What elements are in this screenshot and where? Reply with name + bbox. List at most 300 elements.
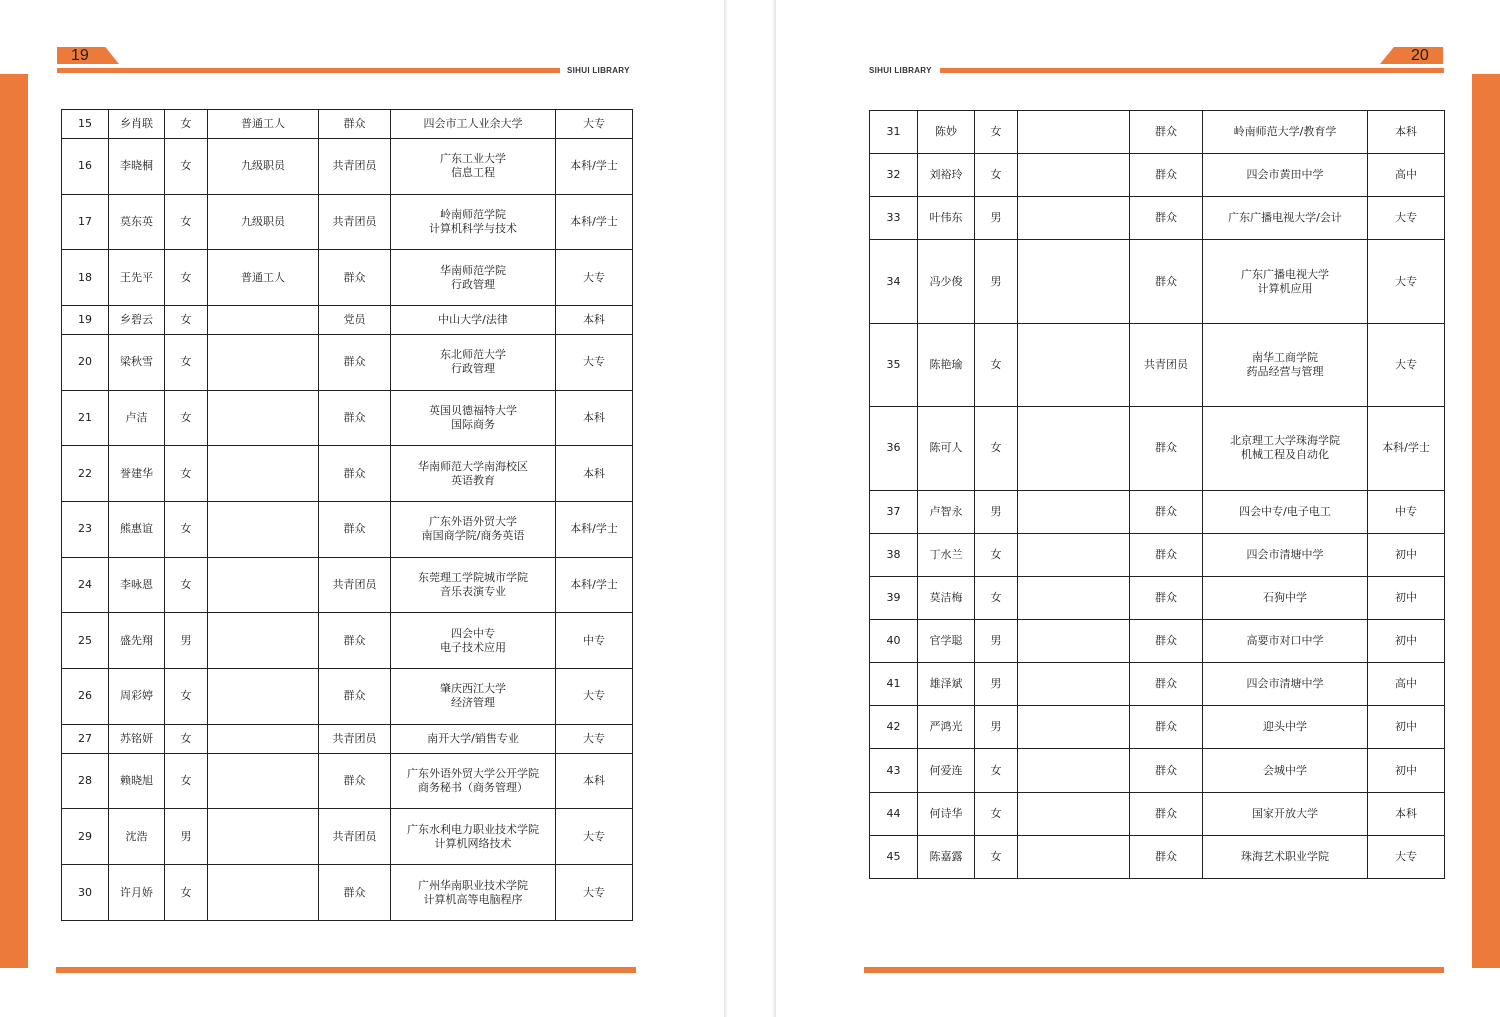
school-major-line: 经济管理 <box>451 696 495 710</box>
table-row <box>870 620 1445 663</box>
education-cell: 本科/学士 <box>556 194 633 250</box>
political-status-cell: 共青团员 <box>1130 323 1203 406</box>
position-cell <box>1018 663 1130 706</box>
political-status-cell: 共青团员 <box>319 557 391 613</box>
row-number: 16 <box>62 138 109 194</box>
political-status-cell: 群众 <box>319 613 391 669</box>
name-cell: 卢洁 <box>109 390 165 446</box>
gender-cell: 女 <box>975 323 1018 406</box>
gender-cell: 女 <box>165 501 208 557</box>
school-major-line: 广东工业大学 <box>440 152 506 166</box>
name-cell: 赖晓旭 <box>109 753 165 809</box>
roster-table <box>61 109 633 921</box>
position-cell <box>208 501 319 557</box>
school-major-cell <box>391 110 556 139</box>
book-gutter <box>724 0 776 1017</box>
header-rule <box>57 68 560 73</box>
row-number: 15 <box>62 110 109 139</box>
school-major-line: 四会市清塘中学 <box>1246 547 1324 561</box>
school-major-line: 肇庆西江大学 <box>440 682 506 696</box>
row-number: 40 <box>870 620 918 663</box>
school-major-cell <box>391 724 556 753</box>
education-cell: 初中 <box>1368 706 1445 749</box>
name-cell: 丁水兰 <box>918 533 975 576</box>
row-number: 29 <box>62 809 109 865</box>
school-major-cell <box>391 669 556 725</box>
school-major-line: 国家开放大学 <box>1252 806 1318 820</box>
name-cell: 雄泽斌 <box>918 663 975 706</box>
gender-cell: 女 <box>975 407 1018 490</box>
school-major-line: 音乐表演专业 <box>440 585 506 599</box>
row-number: 36 <box>870 407 918 490</box>
school-major-cell <box>1203 111 1368 154</box>
gender-cell: 女 <box>975 792 1018 835</box>
page-20 <box>776 0 1500 1017</box>
row-number: 43 <box>870 749 918 792</box>
row-number: 20 <box>62 334 109 390</box>
name-cell: 卢智永 <box>918 490 975 533</box>
table-row <box>870 706 1445 749</box>
school-major-cell <box>391 305 556 334</box>
school-major-line: 广州华南职业技术学院 <box>418 878 528 892</box>
education-cell: 大专 <box>556 334 633 390</box>
row-number: 35 <box>870 323 918 406</box>
school-major-cell <box>1203 490 1368 533</box>
name-cell: 乡碧云 <box>109 305 165 334</box>
name-cell: 莫东英 <box>109 194 165 250</box>
political-status-cell: 群众 <box>319 865 391 921</box>
education-cell: 大专 <box>1368 197 1445 240</box>
school-major-cell <box>391 501 556 557</box>
school-major-cell <box>391 194 556 250</box>
education-cell: 大专 <box>1368 240 1445 323</box>
gender-cell: 男 <box>975 620 1018 663</box>
school-major-line: 药品经营与管理 <box>1246 365 1324 379</box>
school-major-line: 北京理工大学珠海学院 <box>1230 434 1340 448</box>
name-cell: 李晓桐 <box>109 138 165 194</box>
gender-cell: 女 <box>165 194 208 250</box>
school-major-cell <box>1203 407 1368 490</box>
position-cell <box>1018 407 1130 490</box>
name-cell: 周彩婷 <box>109 669 165 725</box>
school-major-line: 行政管理 <box>451 362 495 376</box>
row-number: 22 <box>62 446 109 502</box>
education-cell: 本科 <box>556 446 633 502</box>
gender-cell: 女 <box>975 576 1018 619</box>
school-major-line: 南华工商学院 <box>1252 351 1318 365</box>
school-major-line: 计算机高等电脑程序 <box>423 892 523 906</box>
gender-cell: 女 <box>165 753 208 809</box>
position-cell <box>1018 490 1130 533</box>
education-cell: 大专 <box>556 809 633 865</box>
school-major-line: 电子技术应用 <box>440 640 506 654</box>
table-row <box>870 663 1445 706</box>
name-cell: 王先平 <box>109 250 165 306</box>
row-number: 37 <box>870 490 918 533</box>
school-major-line: 国际商务 <box>451 417 495 431</box>
education-cell: 大专 <box>1368 323 1445 406</box>
position-cell <box>1018 620 1130 663</box>
school-major-cell <box>1203 620 1368 663</box>
name-cell: 誉建华 <box>109 446 165 502</box>
political-status-cell: 群众 <box>1130 749 1203 792</box>
row-number: 23 <box>62 501 109 557</box>
school-major-cell <box>1203 663 1368 706</box>
education-cell: 大专 <box>556 669 633 725</box>
school-major-line: 广东水利电力职业技术学院 <box>407 822 539 836</box>
position-cell <box>208 305 319 334</box>
name-cell: 严鸿光 <box>918 706 975 749</box>
gender-cell: 女 <box>165 334 208 390</box>
school-major-line: 华南师范大学南海校区 <box>418 459 528 473</box>
position-cell: 普通工人 <box>208 110 319 139</box>
footer-rule <box>56 967 636 973</box>
school-major-cell <box>1203 706 1368 749</box>
right-side-accent-bar <box>1472 74 1500 968</box>
row-number: 30 <box>62 865 109 921</box>
school-major-cell <box>391 557 556 613</box>
table-row <box>62 613 633 669</box>
political-status-cell: 群众 <box>1130 533 1203 576</box>
political-status-cell: 群众 <box>319 501 391 557</box>
political-status-cell: 群众 <box>319 753 391 809</box>
page-number: 19 <box>71 47 89 64</box>
table-row <box>870 323 1445 406</box>
school-major-cell <box>1203 533 1368 576</box>
school-major-line: 商务秘书（商务管理） <box>418 780 528 794</box>
school-major-cell <box>1203 792 1368 835</box>
school-major-line: 四会市清塘中学 <box>1246 677 1324 691</box>
position-cell <box>208 669 319 725</box>
table-row <box>870 490 1445 533</box>
political-status-cell: 群众 <box>319 390 391 446</box>
education-cell: 本科 <box>556 305 633 334</box>
roster-table <box>869 110 1445 879</box>
school-major-line: 计算机科学与技术 <box>429 221 517 235</box>
table-row <box>870 576 1445 619</box>
political-status-cell: 群众 <box>1130 240 1203 323</box>
political-status-cell: 群众 <box>1130 407 1203 490</box>
political-status-cell: 群众 <box>319 250 391 306</box>
row-number: 38 <box>870 533 918 576</box>
position-cell <box>208 613 319 669</box>
name-cell: 陈妙 <box>918 111 975 154</box>
school-major-line: 东北师范大学 <box>440 348 506 362</box>
library-label: SIHUI LIBRARY <box>567 66 630 75</box>
school-major-line: 广东外语外贸大学 <box>429 515 517 529</box>
school-major-cell <box>1203 154 1368 197</box>
education-cell: 本科 <box>556 753 633 809</box>
gender-cell: 女 <box>165 138 208 194</box>
position-cell <box>1018 706 1130 749</box>
education-cell: 本科 <box>1368 792 1445 835</box>
table-row <box>870 407 1445 490</box>
education-cell: 大专 <box>556 865 633 921</box>
school-major-cell <box>391 390 556 446</box>
table-row <box>62 194 633 250</box>
political-status-cell: 共青团员 <box>319 724 391 753</box>
education-cell: 初中 <box>1368 620 1445 663</box>
school-major-line: 华南师范学院 <box>440 263 506 277</box>
education-cell: 大专 <box>556 250 633 306</box>
row-number: 28 <box>62 753 109 809</box>
name-cell: 许月娇 <box>109 865 165 921</box>
school-major-line: 机械工程及自动化 <box>1241 448 1329 462</box>
political-status-cell: 群众 <box>1130 154 1203 197</box>
name-cell: 苏铭妍 <box>109 724 165 753</box>
table-row <box>870 240 1445 323</box>
gender-cell: 女 <box>975 533 1018 576</box>
row-number: 25 <box>62 613 109 669</box>
school-major-line: 英国贝德福特大学 <box>429 403 517 417</box>
position-cell <box>1018 835 1130 878</box>
name-cell: 陈艳瑜 <box>918 323 975 406</box>
gender-cell: 女 <box>165 305 208 334</box>
name-cell: 刘裕玲 <box>918 154 975 197</box>
political-status-cell: 群众 <box>1130 111 1203 154</box>
school-major-cell <box>1203 576 1368 619</box>
position-cell <box>1018 240 1130 323</box>
gender-cell: 男 <box>975 663 1018 706</box>
school-major-cell <box>391 138 556 194</box>
position-cell <box>208 557 319 613</box>
political-status-cell: 群众 <box>1130 835 1203 878</box>
name-cell: 盛先翔 <box>109 613 165 669</box>
education-cell: 高中 <box>1368 154 1445 197</box>
school-major-line: 四会中专/电子电工 <box>1239 504 1331 518</box>
political-status-cell: 群众 <box>1130 706 1203 749</box>
school-major-cell <box>391 753 556 809</box>
position-cell <box>208 446 319 502</box>
political-status-cell: 群众 <box>319 669 391 725</box>
gender-cell: 女 <box>975 749 1018 792</box>
education-cell: 高中 <box>1368 663 1445 706</box>
name-cell: 熊惠谊 <box>109 501 165 557</box>
table-row <box>870 154 1445 197</box>
header-rule <box>940 68 1444 73</box>
name-cell: 梁秋雪 <box>109 334 165 390</box>
position-cell <box>1018 533 1130 576</box>
gender-cell: 男 <box>165 613 208 669</box>
position-cell: 九级职员 <box>208 194 319 250</box>
table-row <box>62 138 633 194</box>
position-cell: 普通工人 <box>208 250 319 306</box>
school-major-cell <box>1203 197 1368 240</box>
education-cell: 本科 <box>556 390 633 446</box>
name-cell: 李咏恩 <box>109 557 165 613</box>
name-cell: 乡肖联 <box>109 110 165 139</box>
row-number: 21 <box>62 390 109 446</box>
school-major-cell <box>391 446 556 502</box>
position-cell <box>208 753 319 809</box>
gender-cell: 男 <box>975 240 1018 323</box>
table-row <box>62 753 633 809</box>
table-row <box>62 305 633 334</box>
table-row <box>62 669 633 725</box>
school-major-line: 四会市黄田中学 <box>1246 168 1324 182</box>
table-row <box>870 111 1445 154</box>
gender-cell: 女 <box>165 724 208 753</box>
education-cell: 中专 <box>1368 490 1445 533</box>
political-status-cell: 共青团员 <box>319 138 391 194</box>
name-cell: 陈嘉露 <box>918 835 975 878</box>
table-row <box>62 110 633 139</box>
row-number: 41 <box>870 663 918 706</box>
page-number: 20 <box>1411 47 1429 64</box>
gender-cell: 女 <box>165 390 208 446</box>
position-cell <box>1018 792 1130 835</box>
position-cell <box>1018 197 1130 240</box>
school-major-cell <box>391 865 556 921</box>
gender-cell: 女 <box>165 669 208 725</box>
political-status-cell: 共青团员 <box>319 809 391 865</box>
school-major-line: 石狗中学 <box>1263 590 1307 604</box>
position-cell <box>1018 323 1130 406</box>
gender-cell: 男 <box>975 490 1018 533</box>
school-major-line: 计算机网络技术 <box>434 836 512 850</box>
table-row <box>62 501 633 557</box>
footer-rule <box>864 967 1444 973</box>
row-number: 45 <box>870 835 918 878</box>
row-number: 27 <box>62 724 109 753</box>
gender-cell: 女 <box>165 865 208 921</box>
row-number: 39 <box>870 576 918 619</box>
education-cell: 中专 <box>556 613 633 669</box>
table-row <box>62 390 633 446</box>
school-major-cell <box>391 809 556 865</box>
name-cell: 沈浩 <box>109 809 165 865</box>
gender-cell: 女 <box>165 557 208 613</box>
education-cell: 本科 <box>1368 111 1445 154</box>
row-number: 26 <box>62 669 109 725</box>
name-cell: 何诗华 <box>918 792 975 835</box>
position-cell <box>208 724 319 753</box>
education-cell: 本科/学士 <box>1368 407 1445 490</box>
gender-cell: 男 <box>975 197 1018 240</box>
name-cell: 何爱连 <box>918 749 975 792</box>
table-row <box>62 809 633 865</box>
political-status-cell: 群众 <box>1130 576 1203 619</box>
position-cell: 九级职员 <box>208 138 319 194</box>
row-number: 42 <box>870 706 918 749</box>
table-row <box>62 557 633 613</box>
table-row <box>62 865 633 921</box>
education-cell: 本科/学士 <box>556 501 633 557</box>
political-status-cell: 群众 <box>319 110 391 139</box>
row-number: 44 <box>870 792 918 835</box>
school-major-cell <box>391 334 556 390</box>
name-cell: 莫洁梅 <box>918 576 975 619</box>
school-major-line: 岭南师范学院 <box>440 207 506 221</box>
row-number: 32 <box>870 154 918 197</box>
gender-cell: 男 <box>165 809 208 865</box>
gender-cell: 女 <box>975 835 1018 878</box>
name-cell: 官学聪 <box>918 620 975 663</box>
row-number: 31 <box>870 111 918 154</box>
political-status-cell: 群众 <box>1130 663 1203 706</box>
row-number: 34 <box>870 240 918 323</box>
gender-cell: 女 <box>165 110 208 139</box>
position-cell <box>1018 111 1130 154</box>
position-cell <box>208 334 319 390</box>
school-major-line: 行政管理 <box>451 277 495 291</box>
name-cell: 陈可人 <box>918 407 975 490</box>
school-major-line: 四会市工人业余大学 <box>423 116 523 130</box>
gender-cell: 女 <box>975 154 1018 197</box>
row-number: 19 <box>62 305 109 334</box>
school-major-line: 南开大学/销售专业 <box>427 731 519 745</box>
school-major-line: 南国商学院/商务英语 <box>421 529 525 543</box>
education-cell: 初中 <box>1368 533 1445 576</box>
row-number: 24 <box>62 557 109 613</box>
gender-cell: 女 <box>165 446 208 502</box>
school-major-line: 四会中专 <box>451 626 495 640</box>
school-major-cell <box>391 613 556 669</box>
name-cell: 冯少俊 <box>918 240 975 323</box>
position-cell <box>1018 749 1130 792</box>
table-row <box>62 334 633 390</box>
gender-cell: 男 <box>975 706 1018 749</box>
table-row <box>870 749 1445 792</box>
position-cell <box>1018 576 1130 619</box>
school-major-line: 计算机应用 <box>1257 281 1313 295</box>
political-status-cell: 群众 <box>1130 620 1203 663</box>
table-row <box>870 197 1445 240</box>
table-row <box>870 835 1445 878</box>
school-major-line: 信息工程 <box>451 166 495 180</box>
school-major-line: 广东外语外贸大学公开学院 <box>407 766 539 780</box>
political-status-cell: 党员 <box>319 305 391 334</box>
education-cell: 大专 <box>556 724 633 753</box>
school-major-line: 高要市对口中学 <box>1246 634 1324 648</box>
political-status-cell: 共青团员 <box>319 194 391 250</box>
political-status-cell: 群众 <box>319 446 391 502</box>
political-status-cell: 群众 <box>319 334 391 390</box>
position-cell <box>208 865 319 921</box>
library-label: SIHUI LIBRARY <box>869 66 932 75</box>
school-major-line: 岭南师范大学/教育学 <box>1233 125 1337 139</box>
table-row <box>62 250 633 306</box>
row-number: 18 <box>62 250 109 306</box>
school-major-cell <box>1203 240 1368 323</box>
school-major-line: 中山大学/法律 <box>438 312 508 326</box>
row-number: 17 <box>62 194 109 250</box>
position-cell <box>1018 154 1130 197</box>
education-cell: 初中 <box>1368 749 1445 792</box>
school-major-cell <box>1203 835 1368 878</box>
school-major-line: 珠海艺术职业学院 <box>1241 849 1329 863</box>
table-row <box>870 792 1445 835</box>
position-cell <box>208 809 319 865</box>
table-row <box>870 533 1445 576</box>
school-major-cell <box>1203 749 1368 792</box>
school-major-line: 广东广播电视大学/会计 <box>1228 211 1342 225</box>
left-side-accent-bar <box>0 74 28 968</box>
table-row <box>62 446 633 502</box>
education-cell: 本科/学士 <box>556 557 633 613</box>
page-19 <box>0 0 724 1017</box>
school-major-line: 东莞理工学院城市学院 <box>418 571 528 585</box>
gender-cell: 女 <box>165 250 208 306</box>
name-cell: 叶伟东 <box>918 197 975 240</box>
school-major-line: 广东广播电视大学 <box>1241 267 1329 281</box>
education-cell: 初中 <box>1368 576 1445 619</box>
position-cell <box>208 390 319 446</box>
table-row <box>62 724 633 753</box>
education-cell: 大专 <box>1368 835 1445 878</box>
school-major-line: 会城中学 <box>1263 763 1307 777</box>
political-status-cell: 群众 <box>1130 490 1203 533</box>
